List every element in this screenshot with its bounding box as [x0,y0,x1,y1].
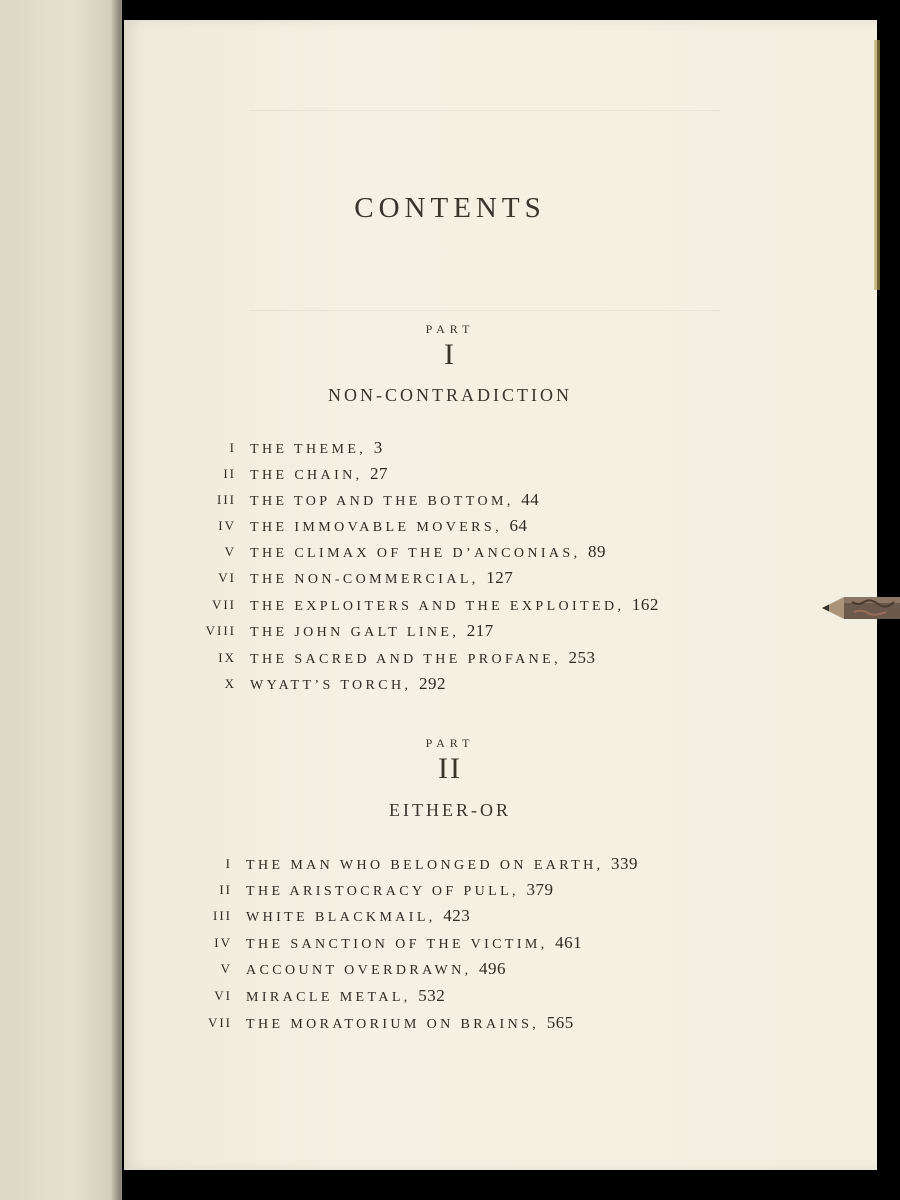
chapter-entry [224,541,607,563]
chapter-page: 162 [631,595,659,614]
chapter-entry [213,905,471,927]
chapter-number: V [220,961,232,976]
chapter-number: VII [207,1015,232,1030]
chapter-title: THE JOHN GALT LINE, [250,625,460,640]
chapter-number: X [224,676,236,691]
chapter-title: THE CHAIN, [250,468,363,483]
chapter-title: MIRACLE METAL, [246,990,411,1005]
chapter-title: THE ARISTOCRACY OF PULL, [246,884,519,899]
chapter-number: I [225,856,232,871]
chapter-page: 496 [479,959,506,978]
chapter-number: III [217,492,236,507]
chapter-number: VI [214,988,232,1003]
chapter-entry [225,853,639,875]
chapter-number: VI [218,570,236,585]
chapter-page: 379 [526,880,554,899]
part-1-name: NON-CONTRADICTION [328,385,572,405]
chapter-title: WYATT’S TORCH, [250,678,412,693]
chapter-entry [218,567,514,589]
chapter-entry [214,985,446,1007]
left-blank-page [0,0,122,1200]
chapter-page: 89 [588,542,607,561]
chapter-page: 253 [568,648,596,667]
chapter-entry [219,879,554,901]
chapter-entry [224,673,446,695]
chapter-title: THE THEME, [250,442,367,457]
chapter-number: I [229,440,236,455]
chapter-number: VIII [205,623,236,638]
part-1-numeral: I [444,338,456,371]
chapter-number: II [219,882,232,897]
chapter-page: 565 [546,1013,574,1032]
chapter-title: THE SANCTION OF THE VICTIM, [246,937,548,952]
part-2-name: EITHER-OR [389,800,511,820]
chapter-title: THE NON-COMMERCIAL, [250,572,479,587]
chapter-entry [214,932,583,954]
chapter-page: 3 [373,438,383,457]
part-2-numeral: II [438,752,462,785]
chapter-title: WHITE BLACKMAIL, [246,910,436,925]
chapter-title: THE TOP AND THE BOTTOM, [250,494,514,509]
chapter-entry [220,958,506,980]
chapter-entry [229,437,383,459]
chapter-title: THE IMMOVABLE MOVERS, [250,520,502,535]
chapter-page: 64 [509,516,528,535]
chapter-title: THE MAN WHO BELONGED ON EARTH, [246,858,604,873]
chapter-page: 127 [486,568,514,587]
chapter-entry [211,594,659,616]
chapter-entry [223,463,389,485]
chapter-number: IX [218,650,236,665]
chapter-title: THE SACRED AND THE PROFANE, [250,652,562,667]
chapter-page: 292 [418,674,446,693]
page-title: CONTENTS [354,192,546,224]
chapter-entry [205,620,494,642]
chapter-page: 339 [611,854,639,873]
part-2-label: PART [425,736,475,750]
chapter-page: 217 [466,621,494,640]
chapter-title: THE EXPLOITERS AND THE EXPLOITED, [250,599,625,614]
chapter-number: III [213,908,232,923]
chapter-entry [217,489,540,511]
pencil-bookmark-icon [822,588,900,628]
part-1-label: PART [425,322,475,336]
chapter-entry [218,647,596,669]
chapter-title: THE MORATORIUM ON BRAINS, [246,1017,540,1032]
chapter-page: 423 [443,906,471,925]
page-edge [874,40,880,290]
chapter-number: IV [214,935,232,950]
chapter-number: VII [211,597,236,612]
chapter-title: ACCOUNT OVERDRAWN, [246,963,472,978]
chapter-page: 461 [555,933,583,952]
chapter-number: II [223,466,236,481]
chapter-page: 27 [370,464,389,483]
chapter-page: 44 [521,490,540,509]
chapter-entry [207,1012,574,1034]
chapter-entry [218,515,528,537]
chapter-number: V [224,544,236,559]
chapter-page: 532 [418,986,446,1005]
chapter-title: THE CLIMAX OF THE D’ANCONIAS, [250,546,581,561]
chapter-number: IV [218,518,236,533]
